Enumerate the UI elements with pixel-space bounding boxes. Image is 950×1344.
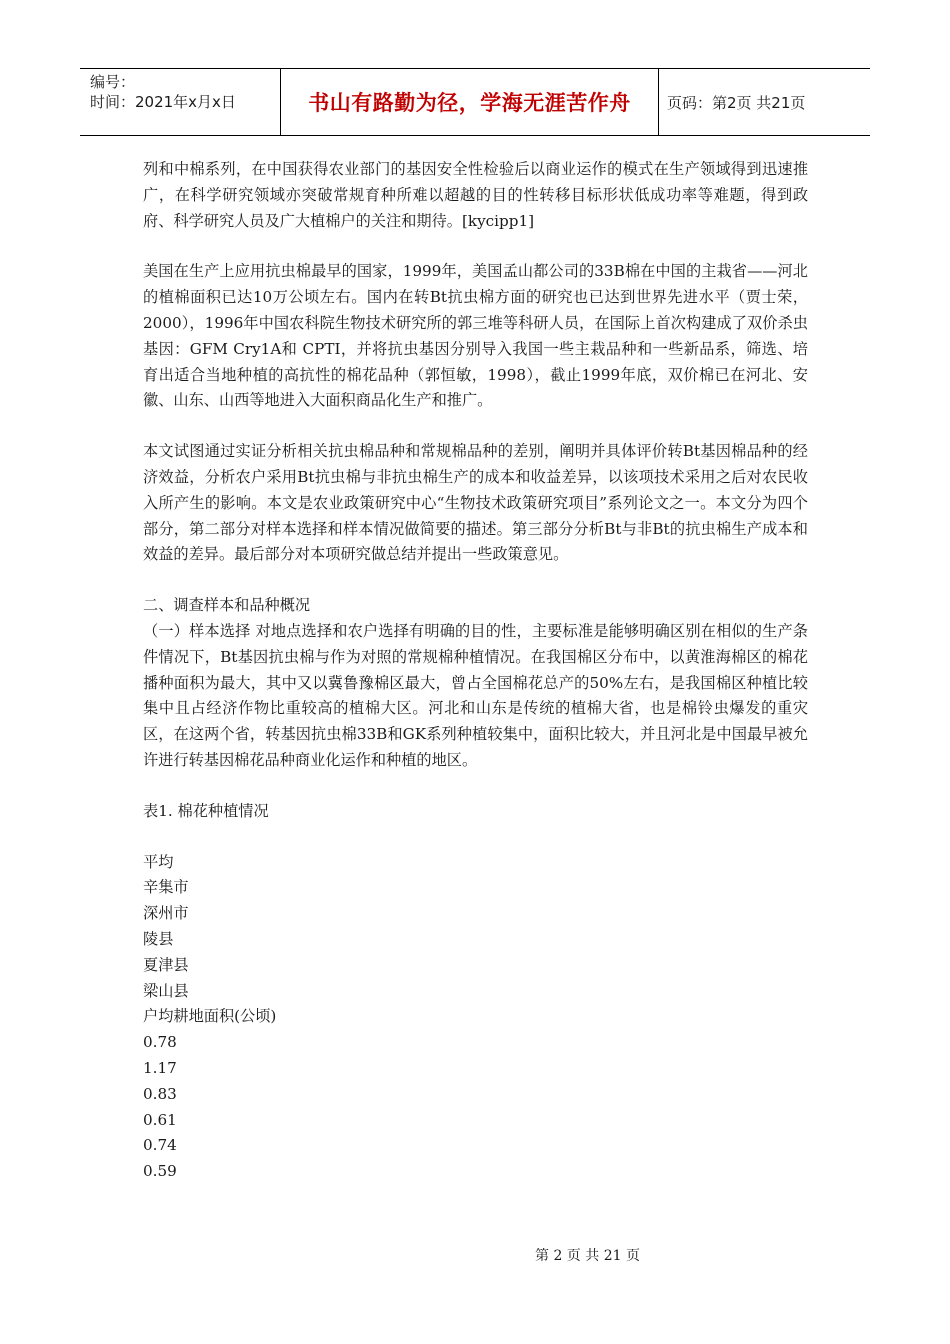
table-line: 户均耕地面积(公顷) [143,1007,277,1026]
table-line: 0.78 [143,1033,177,1052]
table-line: 1.17 [143,1058,177,1077]
header-motto: 书山有路勤为径，学海无涯苦作舟 [281,69,659,135]
header-page-label: 页码：第2页 共21页 [667,93,806,112]
table-line: 0.83 [143,1084,177,1103]
table-line: 辛集市 [143,878,189,897]
paragraph-4: （一）样本选择 对地点选择和农户选择有明确的目的性，主要标准是能够明确区别在相似的生产条件情况下，Bt基因抗虫棉与作为对照的常规棉种植情况。在我国棉区分布中，以黄淮海棉区的棉花播种面积为最大，其中又以冀鲁豫棉区最大，曾占全国棉花总产的50%左右，是我国棉区种植比较集中且占经济作物比重较高的植棉大区。河北和山东是传统的植棉大省，也是棉铃虫爆发的重灾区，在这两个省，转基因抗虫棉33B和GK系列种植较集中，面积比较大，并且河北是中国最早被允许进行转基因棉花品种商业化运作和种植的地区。 [143,621,808,769]
table-caption: 表1. 棉花种植情况 [143,801,269,820]
table-line: 梁山县 [143,981,189,1000]
table-line: 0.61 [143,1110,177,1129]
table-line: 0.74 [143,1136,177,1155]
section-title: 二、调查样本和品种概况 [143,596,311,615]
time-label: 时间：2021年x月x日 [90,93,236,111]
paragraph-3: 本文试图通过实证分析相关抗虫棉品种和常规棉品种的差别，阐明并具体评价转Bt基因棉品种的经济效益，分析农户采用Bt抗虫棉与非抗虫棉生产的成本和收益差异，以该项技术采用之后对农民收入所产生的影响。本文是农业政策研究中心“生物技术政策研究项目”系列论文之一。本文分为四个部分，第二部分对样本选择和样本情况做简要的描述。第三部分分析Bt与非Bt的抗虫棉生产成本和效益的差异。最后部分对本项研究做总结并提出一些政策意见。 [143,442,808,564]
table-line: 深州市 [143,904,189,923]
paragraph-1: 列和中棉系列，在中国获得农业部门的基因安全性检验后以商业运作的模式在生产领域得到迅速推广，在科学研究领域亦突破常规育种所难以超越的目的性转移目标形状低成功率等难题，得到政府、科学研究人员及广大植棉户的关注和期待。[kycipp1] [143,160,808,230]
table-line: 陵县 [143,929,174,948]
page-footer: 第 2 页 共 21 页 [535,1248,640,1264]
number-label: 编号： [90,73,136,91]
paragraph-2: 美国在生产上应用抗虫棉最早的国家，1999年，美国孟山都公司的33B棉在中国的主栽省——河北的植棉面积已达10万公顷左右。国内在转Bt抗虫棉方面的研究也已达到世界先进水平（贾士荣，2000），1996年中国农科院生物技术研究所的郭三堆等科研人员，在国际上首次构建成了双价杀虫基因：GFM Cry1A和 CPTI，并将抗虫基因分别导入我国一些主栽品种和一些新品系，筛选、培育出适合当地种植的高抗性的棉花品种（郭恒敏，1998），截止1999年底，双价棉已在河北、安徽、山东、山西等地进入大面积商品化生产和推广。 [143,262,808,410]
page-header [80,68,870,136]
table-line: 平均 [143,852,174,871]
table-line: 0.59 [143,1162,177,1181]
header-meta [80,69,281,135]
table-line: 夏津县 [143,955,189,974]
document-body [143,157,808,1185]
